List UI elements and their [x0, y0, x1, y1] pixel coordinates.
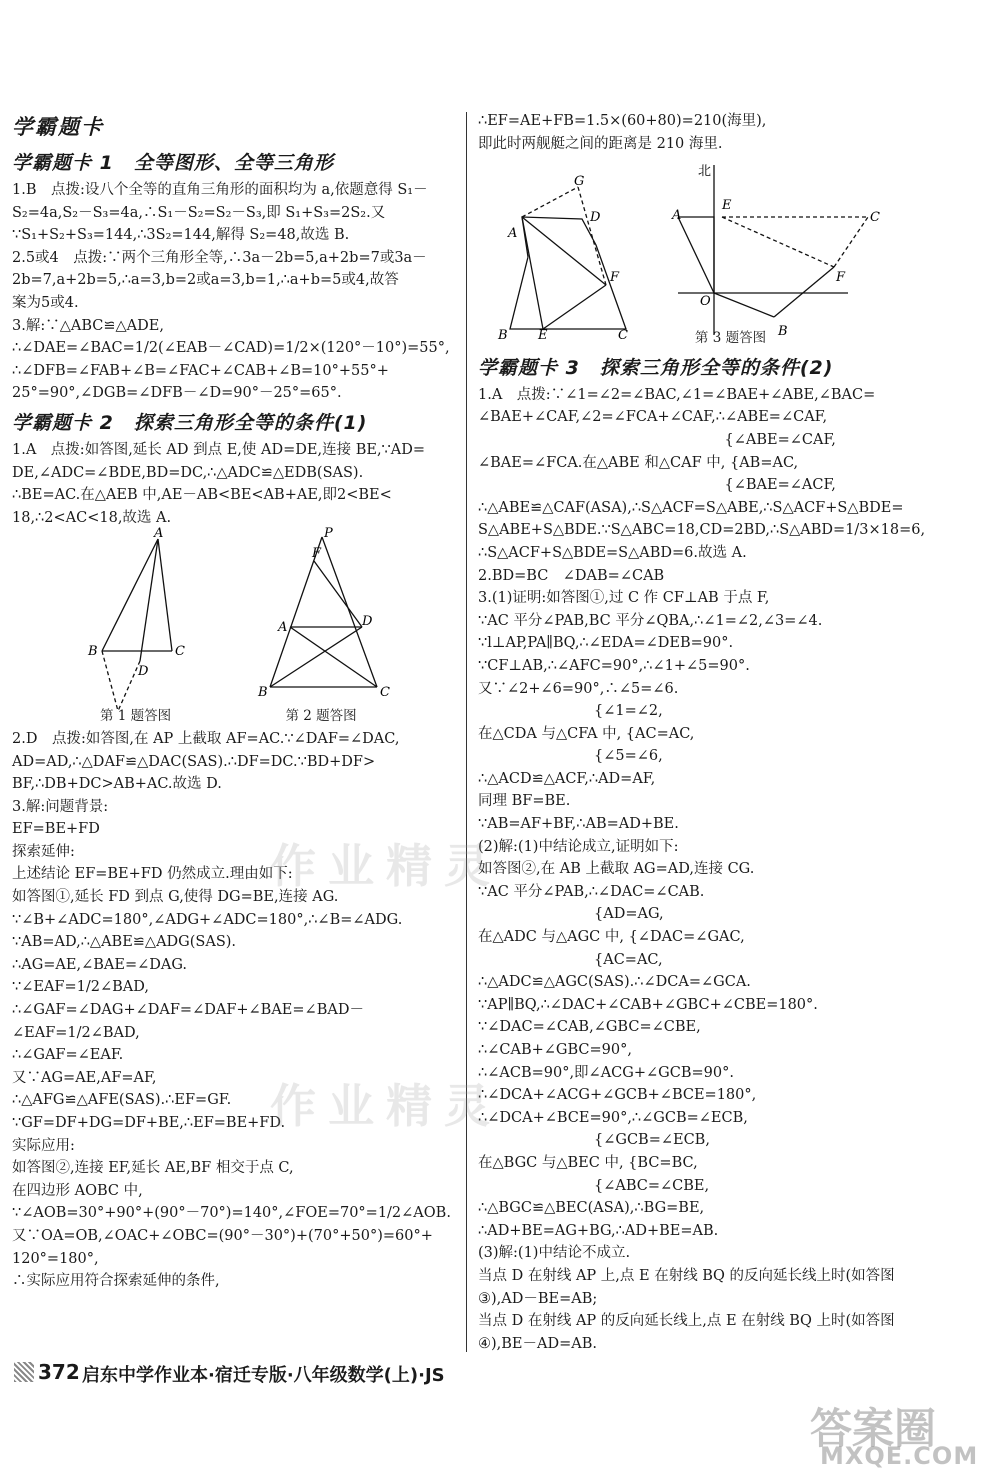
svg-text:A: A	[154, 526, 164, 542]
svg-text:B: B	[498, 328, 508, 344]
svg-text:C: C	[380, 685, 390, 701]
watermark-url: MXQE.COM	[820, 1442, 979, 1470]
right-sec3-line: ③),AD－BE=AB;	[478, 1290, 598, 1307]
right-sec3-line: ∴△ADC≌△AGC(SAS).∴∠DCA=∠GCA.	[478, 974, 751, 991]
watermark-text-1: 作业精灵	[270, 839, 502, 893]
left-sec2b-line: 又∵OA=OB,∠OAC+∠OBC=(90°－30°)+(70°+50°)=60°+	[12, 1227, 433, 1244]
right-sec3-line: ∵∠DAC=∠CAB,∠GBC=∠CBE,	[478, 1019, 701, 1036]
left-sec2b-line: ∵∠B+∠ADC=180°,∠ADG+∠ADC=180°,∴∠B=∠ADG.	[12, 911, 403, 928]
section-2-body	[12, 439, 462, 529]
svg-text:答案圈: 答案圈	[810, 1404, 937, 1453]
svg-text:A: A	[278, 620, 288, 636]
left-sec1-line: ∴∠DAE=∠BAC=1/2(∠EAB－∠CAD)=1/2×(120°－10°)=55°,	[12, 340, 450, 357]
left-sec2b-line: AD=AD,∴△DAF≌△DAC(SAS).∴DF=DC.∵BD+DF>	[12, 753, 376, 770]
svg-text:C: C	[618, 328, 628, 344]
left-sec1-line: ∵S₁+S₂+S₃=144,∴3S₂=144,解得 S₂=48,故选 B.	[12, 227, 350, 244]
section-3-body	[478, 384, 983, 1356]
right-sec3-line: ∴∠CAB+∠GBC=90°,	[478, 1042, 632, 1058]
right-sec3-line: {∠BAE=∠ACF,	[478, 477, 836, 494]
right-sec3-line: ∴S△ACF+S△BDE=S△ABD=6.故选 A.	[478, 544, 747, 561]
right-sec3-line: 1.A 点拨:∵∠1=∠2=∠BAC,∠1=∠BAE+∠ABE,∠BAC=	[478, 386, 876, 403]
left-sec2b-line: 2.D 点拨:如答图,在 AP 上截取 AF=AC.∵∠DAF=∠DAC,	[12, 730, 400, 747]
right-sec3-line: {∠GCB=∠ECB,	[478, 1132, 710, 1149]
section-title-2: 学霸题卡 2 探索三角形全等的条件(1)	[12, 411, 368, 434]
right-sec3-line: 在△BGC 与△BEC 中, {BC=BC,	[478, 1154, 698, 1171]
left-sec2b-line: ∴∠GAF=∠EAF.	[12, 1047, 124, 1064]
left-sec2b-line: ∴AG=AE,∠BAE=∠DAG.	[12, 956, 188, 973]
svg-text:D: D	[590, 210, 601, 226]
north-label: 北	[698, 164, 712, 180]
left-sec2b-line: ∵∠AOB=30°+90°+(90°－70°)=140°,∠FOE=70°=1/2∠AOB.	[12, 1205, 451, 1222]
left-sec2b-line: 3.解:问题背景:	[12, 798, 109, 815]
right-sec3-line: ∴△ACD≌△ACF,∴AD=AF,	[478, 770, 656, 787]
section-title-3: 学霸题卡 3 探索三角形全等的条件(2)	[478, 356, 834, 379]
right-sec3-line: 当点 D 在射线 AP 的反向延长线上,点 E 在射线 BQ 上时(如答图	[478, 1313, 895, 1330]
svg-text:B: B	[88, 644, 98, 660]
left-sec2-line: ∴BE=AC.在△AEB 中,AE－AB<BE<AB+AE,即2<BE<	[12, 487, 392, 504]
column-divider	[466, 112, 467, 1352]
right-sec3-line: 3.(1)证明:如答图①,过 C 作 CF⊥AB 于点 F,	[478, 590, 770, 607]
svg-text:E: E	[722, 198, 732, 214]
svg-text:D: D	[362, 614, 373, 630]
left-sec1-line: 案为5或4.	[12, 294, 79, 311]
right-sec3-line: {∠ABC=∠CBE,	[478, 1177, 710, 1194]
left-sec2b-line: EF=BE+FD	[12, 821, 100, 838]
svg-text:A: A	[508, 226, 518, 242]
left-sec2b-line: 探索延伸:	[12, 843, 75, 860]
left-sec2b-line: 如答图①,延长 FD 到点 G,使得 DG=BE,连接 AG.	[12, 889, 339, 906]
right-sec3-line: {∠1=∠2,	[478, 703, 663, 720]
left-sec1-line: ∴∠DFB=∠FAB+∠B=∠FAC+∠CAB+∠B=10°+55°+	[12, 362, 389, 379]
page-number: 372	[38, 1360, 80, 1384]
left-sec1-line: 2.5或4 点拨:∵两个三角形全等,∴3a－2b=5,a+2b=7或3a－	[12, 249, 427, 266]
left-sec2b-line: 如答图②,连接 EF,延长 AE,BF 相交于点 C,	[12, 1160, 294, 1177]
svg-text:C: C	[870, 210, 880, 226]
left-sec2b-line: 上述结论 EF=BE+FD 仍然成立.理由如下:	[12, 866, 293, 883]
left-sec2b-line: ∴∠GAF=∠DAG+∠DAF=∠DAF+∠BAE=∠BAD－	[12, 1002, 364, 1019]
svg-text:F: F	[836, 270, 846, 286]
right-sec3-line: ∴AD+BE=AG+BG,∴AD+BE=AB.	[478, 1222, 719, 1239]
right-sec3-line: ∴∠DCA+∠ACG+∠GCB+∠BCE=180°,	[478, 1087, 757, 1104]
svg-text:B: B	[778, 324, 788, 340]
right-sec3-line: ∵AC 平分∠PAB,∴∠DAC=∠CAB.	[478, 883, 705, 900]
svg-text:O: O	[700, 294, 711, 310]
right-sec3-line: ∠BAE+∠CAF,∠2=∠FCA+∠CAF,∴∠ABE=∠CAF,	[478, 409, 828, 426]
right-sec3-line: ∴∠DCA+∠BCE=90°,∴∠GCB=∠ECB,	[478, 1109, 748, 1126]
right-sec3-line: 在△ADC 与△AGC 中, {∠DAC=∠GAC,	[478, 929, 745, 946]
left-sec1-line: 25°=90°,∠DGB=∠DFB－∠D=90°－25°=65°.	[12, 385, 342, 402]
section-title-1: 学霸题卡 1 全等图形、全等三角形	[12, 152, 334, 174]
right-sec3-line: 在△CDA 与△CFA 中, {AC=AC,	[478, 725, 695, 742]
right-sec3-line: ∵l⊥AP,PA∥BQ,∴∠EDA=∠DEB=90°.	[478, 635, 734, 652]
right-column	[478, 110, 983, 1355]
right-sec3-line: S△ABE+S△BDE.∵S△ABC=18,CD=2BD,∴S△ABD=1/3×18=6,	[478, 522, 926, 539]
left-sec2b-line: ∠EAF=1/2∠BAD,	[12, 1024, 140, 1041]
left-sec2b-line: 在四边形 AOBC 中,	[12, 1182, 143, 1199]
svg-text:F: F	[610, 270, 620, 286]
page-footer	[10, 1352, 990, 1392]
svg-text:E: E	[538, 328, 548, 344]
left-sec2b-line: ∴实际应用符合探索延伸的条件,	[12, 1273, 220, 1290]
left-sec2b-line: ∵∠EAF=1/2∠BAD,	[12, 979, 149, 996]
svg-text:P: P	[324, 526, 333, 542]
left-sec1-line: 1.B 点拨:设八个全等的直角三角形的面积均为 a,依题意得 S₁－	[12, 182, 428, 198]
figure-2-caption: 第 2 题答图	[285, 708, 357, 725]
left-sec2-line: 1.A 点拨:如答图,延长 AD 到点 E,使 AD=DE,连接 BE,∵AD=	[12, 441, 426, 458]
right-sec3-line: ∴△ABE≌△CAF(ASA),∴S△ACF=S△ABE,∴S△ACF+S△BDE=	[478, 499, 904, 516]
footer-pattern-icon	[14, 1362, 34, 1382]
figures-1-2	[12, 526, 452, 709]
page-title: 学霸题卡	[12, 115, 104, 139]
left-sec2b-line: 实际应用:	[12, 1137, 75, 1154]
book-title: 启东中学作业本·宿迁专版·八年级数学(上)·JS	[82, 1365, 445, 1386]
right-sec3-line: (3)解:(1)中结论不成立.	[478, 1245, 631, 1262]
left-sec1-line: 3.解:∵△ABC≌△ADE,	[12, 317, 164, 334]
right-sec3-line: 当点 D 在射线 AP 上,点 E 在射线 BQ 的反向延长线上时(如答图	[478, 1267, 895, 1284]
right-sec3-line: ∴△BGC≌△BEC(ASA),∴BG=BE,	[478, 1200, 705, 1217]
figure-1-caption: 第 1 题答图	[100, 708, 172, 725]
right-sec3-line: 2.BD=BC ∠DAB=∠CAB	[478, 567, 665, 584]
right-top-line: ∴EF=AE+FB=1.5×(60+80)=210(海里),	[478, 113, 767, 129]
right-sec3-line: ∵CF⊥AB,∴∠AFC=90°,∴∠1+∠5=90°.	[478, 657, 750, 674]
right-sec3-line: 同理 BF=BE.	[478, 793, 571, 810]
right-sec3-line: {∠ABE=∠CAF,	[478, 431, 836, 448]
right-sec3-line: ∴∠ACB=90°,即∠ACG+∠GCB=90°.	[478, 1064, 734, 1081]
right-sec3-line: ④),BE－AD=AB.	[478, 1335, 597, 1352]
right-top-line: 即此时两舰艇之间的距离是 210 海里.	[478, 135, 723, 152]
right-sec3-line: ∵AC 平分∠PAB,BC 平分∠QBA,∴∠1=∠2,∠3=∠4.	[478, 612, 823, 629]
left-sec2-line: DE,∠ADC=∠BDE,BD=DC,∴△ADC≌△EDB(SAS).	[12, 464, 364, 481]
left-sec2b-line: ∵AB=AD,∴△ABE≌△ADG(SAS).	[12, 934, 237, 951]
right-intro-lines	[478, 110, 983, 155]
left-sec2b-line: 120°=180°,	[12, 1250, 99, 1267]
right-sec3-line: ∵AP∥BQ,∴∠DAC+∠CAB+∠GBC+∠CBE=180°.	[478, 996, 818, 1013]
watermark-text-2: 作业精灵	[270, 1079, 502, 1133]
left-sec2b-line: BF,∴DB+DC>AB+AC.故选 D.	[12, 776, 222, 793]
svg-text:G: G	[574, 174, 585, 190]
right-sec3-line: ∵AB=AF+BF,∴AB=AD+BE.	[478, 816, 679, 833]
figure-2-diagram	[270, 537, 377, 687]
figure-3-1-diagram	[510, 187, 626, 329]
svg-text:B: B	[258, 685, 268, 701]
figure-3-2-diagram	[678, 165, 868, 335]
right-sec3-line: {AC=AC,	[478, 951, 663, 968]
section-1-body	[12, 179, 462, 405]
svg-text:F: F	[312, 546, 322, 562]
figure-1-diagram	[102, 539, 172, 711]
right-sec3-line: {∠5=∠6,	[478, 748, 663, 765]
left-sec1-line: S₂=4a,S₂－S₃=4a,∴S₁－S₂=S₂－S₃,即 S₁+S₃=2S₂.又	[12, 204, 386, 221]
left-sec2b-line: 又∵AG=AE,AF=AF,	[12, 1069, 157, 1086]
left-sec2b-line: ∴△AFG≌△AFE(SAS).∴EF=GF.	[12, 1092, 232, 1109]
right-sec3-line: ∠BAE=∠FCA.在△ABE 和△CAF 中, {AB=AC,	[478, 454, 799, 471]
left-sec2b-line: ∵GF=DF+DG=DF+BE,∴EF=BE+FD.	[12, 1115, 286, 1131]
svg-text:A: A	[672, 208, 682, 224]
right-sec3-line: 如答图②,在 AB 上截取 AG=AD,连接 CG.	[478, 861, 755, 878]
left-sec1-line: 2b=7,a+2b=5,∴a=3,b=2或a=3,b=1,∴a+b=5或4,故答	[12, 272, 399, 289]
right-sec3-line: 又∵∠2+∠6=90°,∴∠5=∠6.	[478, 680, 679, 697]
svg-text:C: C	[175, 644, 185, 660]
right-sec3-line: (2)解:(1)中结论成立,证明如下:	[478, 838, 679, 855]
left-sec2-line: 18,∴2<AC<18,故选 A.	[12, 509, 172, 526]
figure-3-caption: 第 3 题答图	[694, 330, 767, 347]
section-2-body-continued	[12, 728, 462, 1293]
right-sec3-line: {AD=AG,	[478, 906, 664, 923]
svg-text:D: D	[138, 664, 149, 680]
